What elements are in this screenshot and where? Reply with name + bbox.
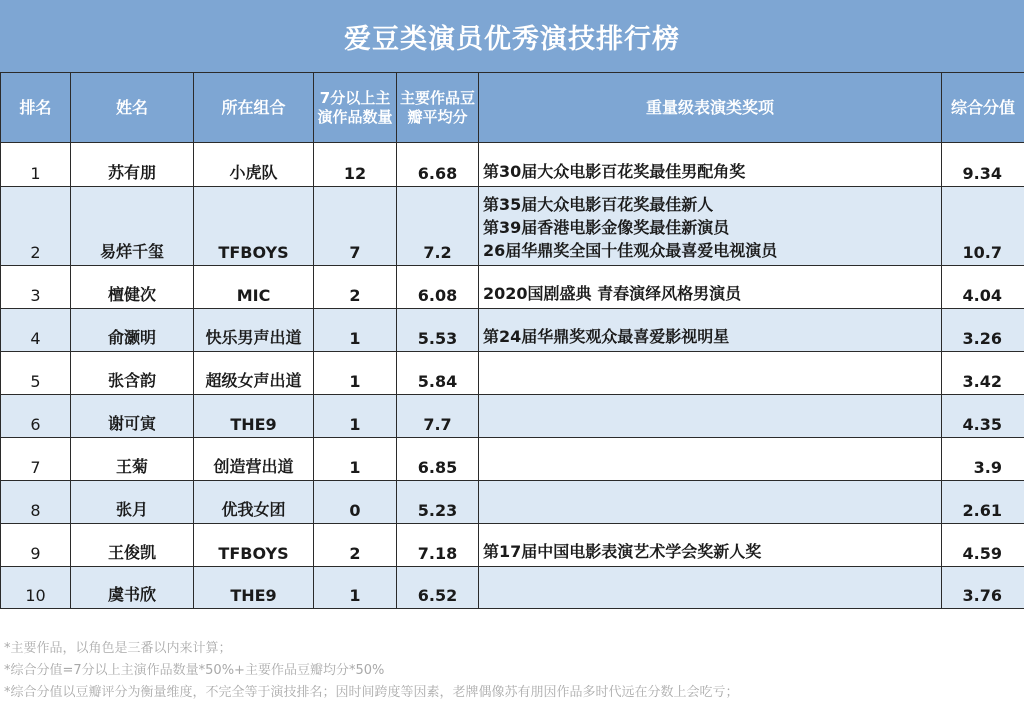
count-cell: 1: [314, 352, 397, 395]
count-cell: 2: [314, 266, 397, 309]
group-cell: 优我女团: [194, 481, 314, 524]
name-cell: 苏有朋: [71, 143, 194, 187]
score-cell: 9.34: [942, 143, 1024, 187]
count-cell: 7: [314, 187, 397, 266]
ranking-table: [0, 72, 1024, 609]
group-cell: MIC: [194, 266, 314, 309]
name-cell: 张含韵: [71, 352, 194, 395]
awards-cell: [479, 567, 942, 609]
awards-cell: [479, 266, 942, 309]
awards-cell: [479, 395, 942, 438]
table-row: [1, 395, 1024, 438]
awards-cell: [479, 524, 942, 567]
score-cell: 3.9: [942, 438, 1024, 481]
header-avg: 主要作品豆瓣平均分: [397, 73, 479, 143]
group-cell: THE9: [194, 395, 314, 438]
rank-cell: 2: [1, 187, 71, 266]
header-group: 所在组合: [194, 73, 314, 143]
award-item: 第24届华鼎奖观众最喜爱影视明星: [483, 327, 730, 346]
count-cell: 1: [314, 309, 397, 352]
rank-cell: 3: [1, 266, 71, 309]
header-rank: 排名: [1, 73, 71, 143]
score-cell: 3.26: [942, 309, 1024, 352]
avg-cell: 7.7: [397, 395, 479, 438]
awards-cell: [479, 143, 942, 187]
awards-cell: [479, 438, 942, 481]
rank-cell: 1: [1, 143, 71, 187]
rank-cell: 5: [1, 352, 71, 395]
awards-cell: [479, 187, 942, 266]
score-cell: 4.04: [942, 266, 1024, 309]
count-cell: 12: [314, 143, 397, 187]
table-row: [1, 187, 1024, 266]
name-cell: 虞书欣: [71, 567, 194, 609]
header-score: 综合分值: [942, 73, 1024, 143]
count-cell: 0: [314, 481, 397, 524]
table-row: [1, 352, 1024, 395]
name-cell: 张月: [71, 481, 194, 524]
footnotes: [4, 638, 1020, 704]
name-cell: 檀健次: [71, 266, 194, 309]
group-cell: 创造营出道: [194, 438, 314, 481]
header-count: 7分以上主演作品数量: [314, 73, 397, 143]
rank-cell: 9: [1, 524, 71, 567]
avg-cell: 6.08: [397, 266, 479, 309]
rank-cell: 7: [1, 438, 71, 481]
awards-cell: [479, 309, 942, 352]
score-cell: 10.7: [942, 187, 1024, 266]
award-item: 第39届香港电影金像奖最佳新演员: [483, 218, 730, 237]
avg-cell: 5.23: [397, 481, 479, 524]
name-cell: 王俊凯: [71, 524, 194, 567]
header-row: [1, 73, 1024, 143]
group-cell: 小虎队: [194, 143, 314, 187]
avg-cell: 5.84: [397, 352, 479, 395]
table-title: 爱豆类演员优秀演技排行榜: [0, 0, 1024, 72]
rank-cell: 10: [1, 567, 71, 609]
table-row: [1, 481, 1024, 524]
avg-cell: 6.85: [397, 438, 479, 481]
award-item: 26届华鼎奖全国十佳观众最喜爱电视演员: [483, 241, 778, 260]
award-item: 第30届大众电影百花奖最佳男配角奖: [483, 162, 746, 181]
table-row: [1, 438, 1024, 481]
footnote: *综合分值=7分以上主演作品数量*50%+主要作品豆瓣均分*50%: [4, 663, 385, 678]
group-cell: THE9: [194, 567, 314, 609]
score-cell: 3.42: [942, 352, 1024, 395]
avg-cell: 7.18: [397, 524, 479, 567]
group-cell: 超级女声出道: [194, 352, 314, 395]
count-cell: 1: [314, 438, 397, 481]
score-cell: 2.61: [942, 481, 1024, 524]
avg-cell: 7.2: [397, 187, 479, 266]
rank-cell: 4: [1, 309, 71, 352]
avg-cell: 6.68: [397, 143, 479, 187]
name-cell: 易烊千玺: [71, 187, 194, 266]
award-item: 第35届大众电影百花奖最佳新人: [483, 195, 714, 214]
awards-cell: [479, 481, 942, 524]
group-cell: 快乐男声出道: [194, 309, 314, 352]
table-row: [1, 143, 1024, 187]
avg-cell: 5.53: [397, 309, 479, 352]
name-cell: 俞灏明: [71, 309, 194, 352]
score-cell: 4.35: [942, 395, 1024, 438]
count-cell: 2: [314, 524, 397, 567]
score-cell: 3.76: [942, 567, 1024, 609]
table-row: [1, 524, 1024, 567]
footnote: *综合分值以豆瓣评分为衡量维度，不完全等于演技排名；因时间跨度等因素，老牌偶像苏有朋因作品多时代远在分数上会吃亏；: [4, 685, 739, 700]
count-cell: 1: [314, 567, 397, 609]
table-row: [1, 266, 1024, 309]
header-name: 姓名: [71, 73, 194, 143]
awards-cell: [479, 352, 942, 395]
footnote: *主要作品，以角色是三番以内来计算；: [4, 641, 232, 656]
rank-cell: 6: [1, 395, 71, 438]
name-cell: 谢可寅: [71, 395, 194, 438]
table-row: [1, 309, 1024, 352]
group-cell: TFBOYS: [194, 524, 314, 567]
avg-cell: 6.52: [397, 567, 479, 609]
count-cell: 1: [314, 395, 397, 438]
table-row: [1, 567, 1024, 609]
rank-cell: 8: [1, 481, 71, 524]
award-item: 2020国剧盛典 青春演绎风格男演员: [483, 284, 742, 303]
award-item: 第17届中国电影表演艺术学会奖新人奖: [483, 542, 762, 561]
name-cell: 王菊: [71, 438, 194, 481]
score-cell: 4.59: [942, 524, 1024, 567]
header-awards: 重量级表演类奖项: [479, 73, 942, 143]
group-cell: TFBOYS: [194, 187, 314, 266]
